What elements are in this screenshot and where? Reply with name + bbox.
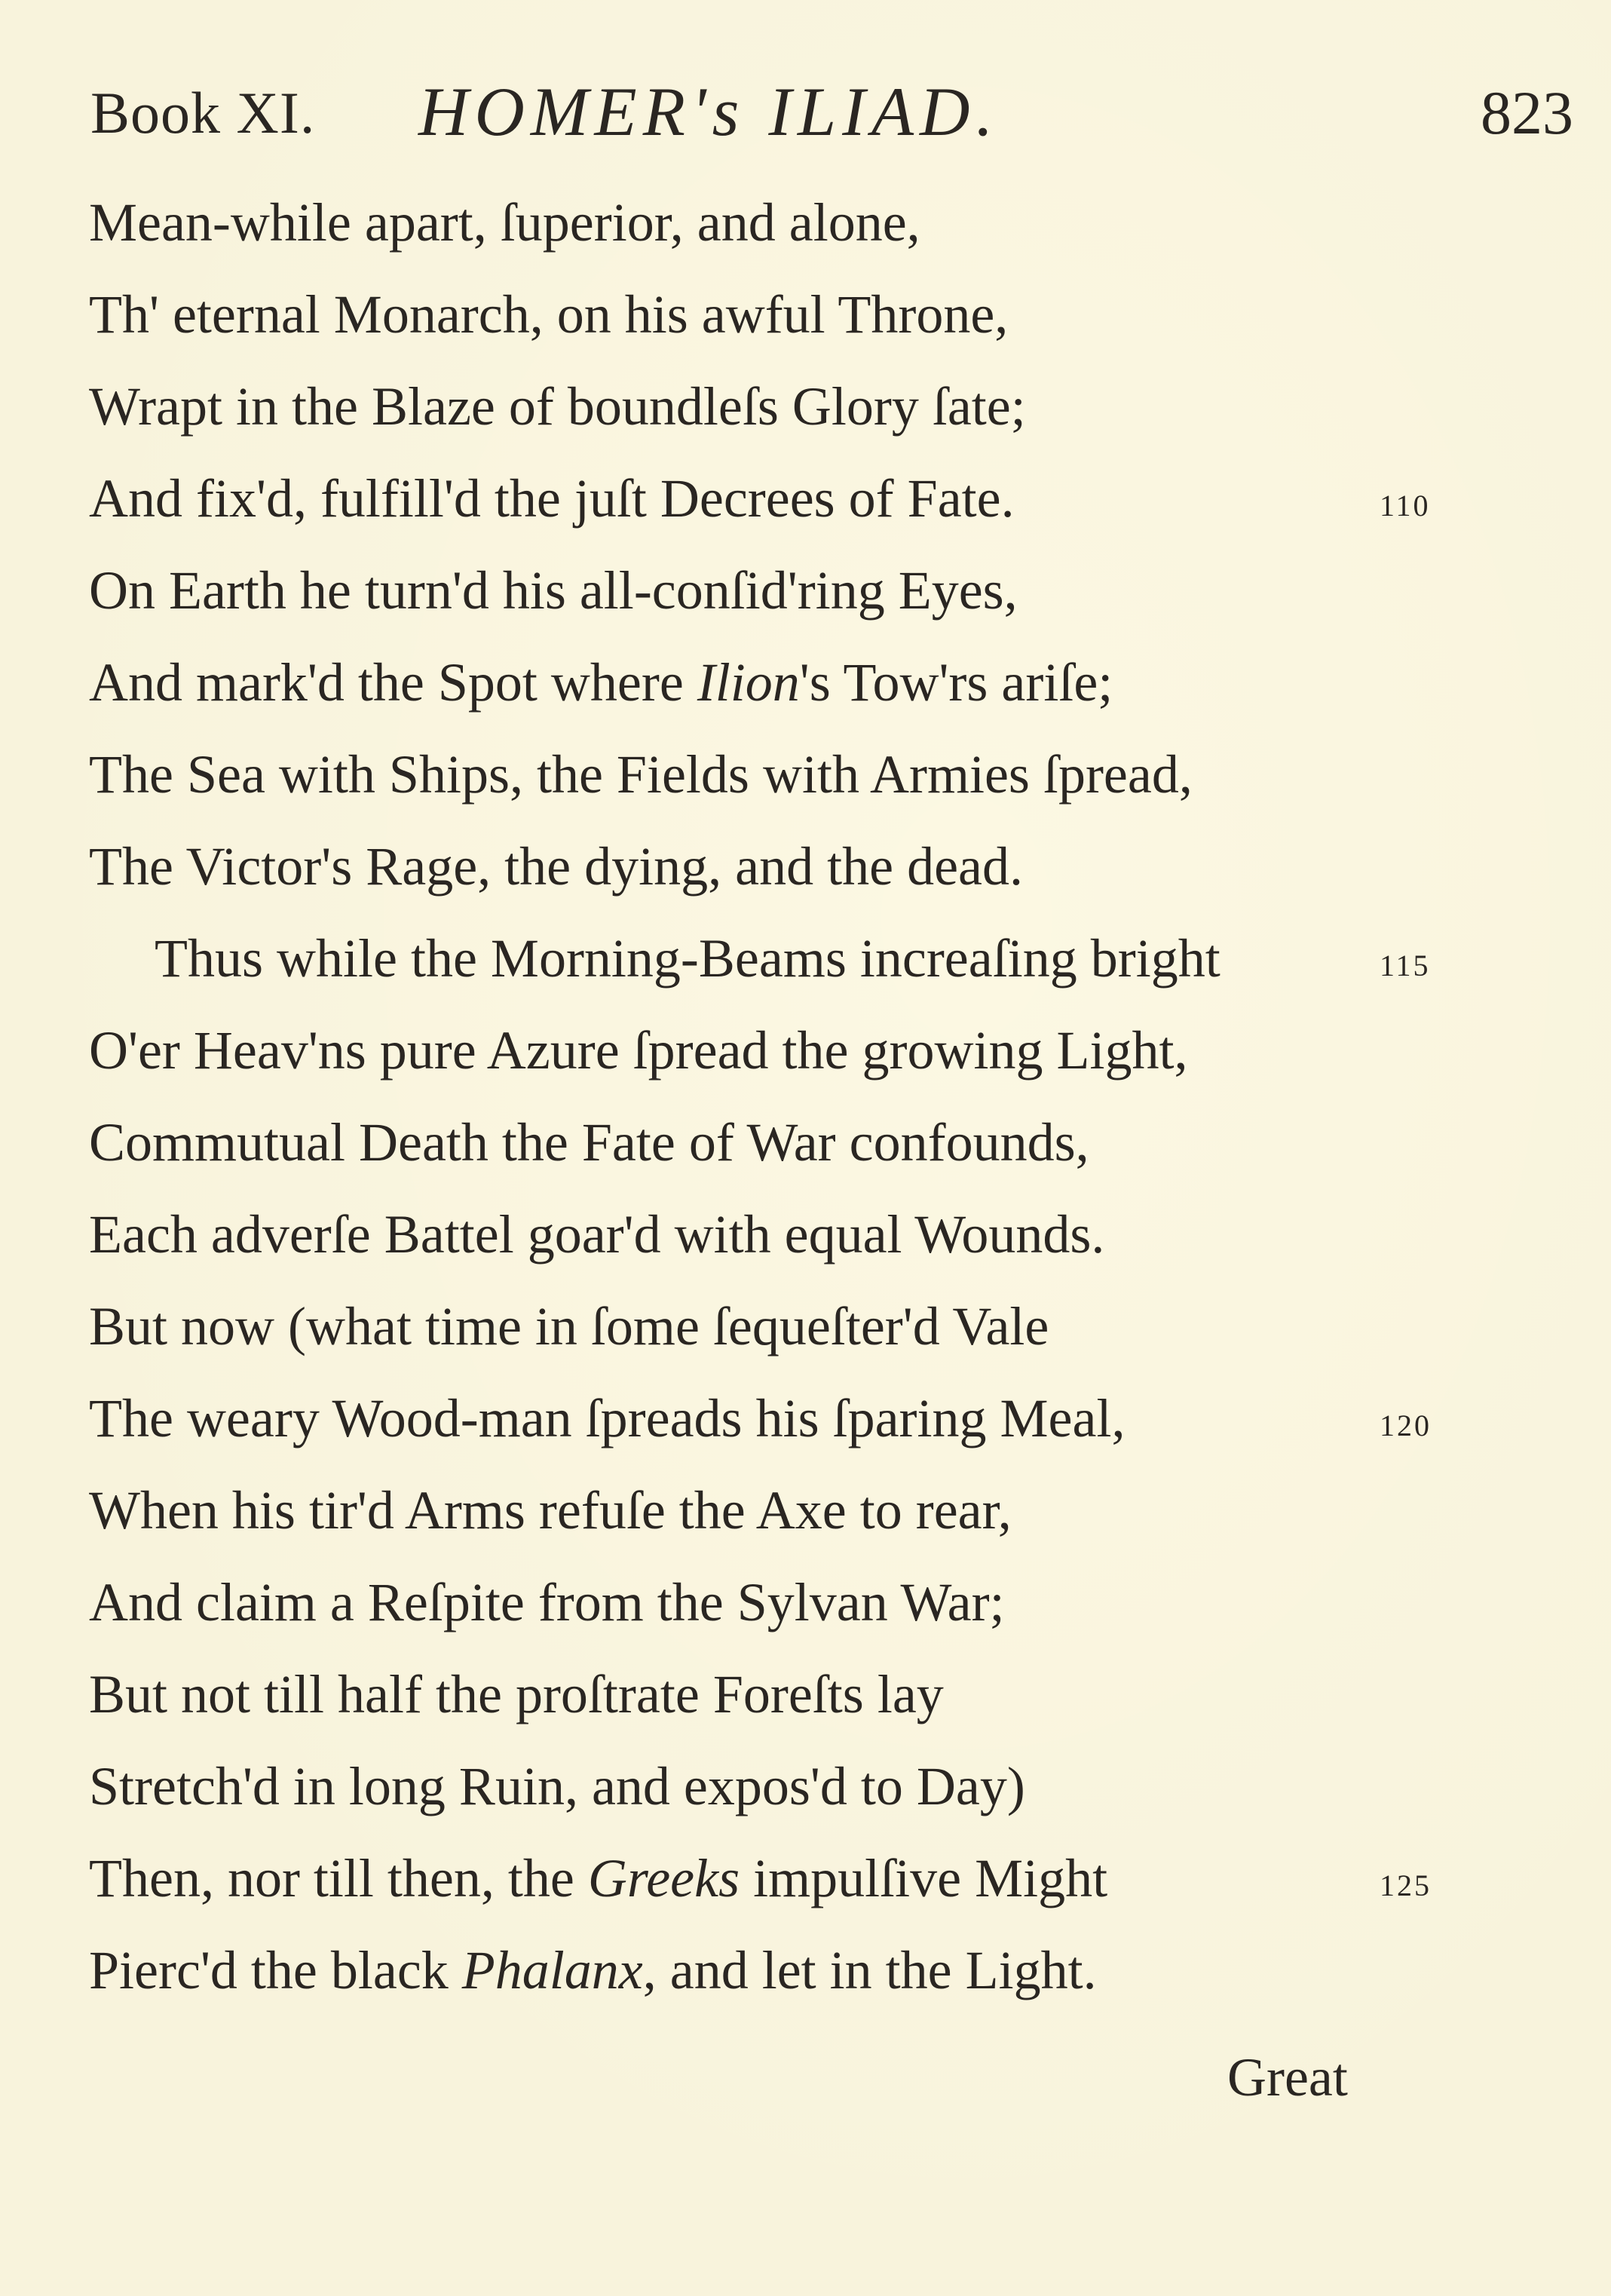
running-header xyxy=(0,72,1611,155)
verse-line-text-post: 's Tow'rs ariſe; xyxy=(799,652,1113,713)
line-number: 125 xyxy=(1380,1868,1432,1902)
verse-line-italic-name: Greeks xyxy=(587,1848,740,1908)
verse-line-text-pre: Pierc'd the black xyxy=(89,1940,462,2000)
verse-line xyxy=(0,553,1611,645)
verse-line-text: Mean-while apart, ſuperior, and alone, xyxy=(89,192,920,253)
verse-line-text: Wrapt in the Blaze of boundleſs Glory ſate; xyxy=(89,376,1026,437)
verse-line xyxy=(0,1013,1611,1105)
verse-line xyxy=(0,1749,1611,1841)
verse-line-text: The weary Wood-man ſpreads his ſparing Meal, xyxy=(89,1388,1126,1448)
verse-line xyxy=(0,1933,1611,2025)
verse-line xyxy=(0,1473,1611,1565)
verse-line xyxy=(0,277,1611,369)
verse-line xyxy=(0,737,1611,829)
verse-line xyxy=(0,1289,1611,1381)
verse-line-text: Thus while the Morning-Beams increaſing bright xyxy=(155,928,1221,989)
verse-line xyxy=(0,185,1611,277)
verse-line xyxy=(0,1105,1611,1197)
verse-line-text: When his tir'd Arms refuſe the Axe to rear, xyxy=(89,1480,1012,1540)
catchword: Great xyxy=(1227,2047,1348,2107)
verse-line xyxy=(0,369,1611,461)
verse-line-text: And fix'd, fulfill'd the juſt Decrees of Fate. xyxy=(89,468,1015,529)
verse-line-text: Th' eternal Monarch, on his awful Throne, xyxy=(89,284,1009,345)
verse-line xyxy=(0,1197,1611,1289)
verse-line-text: Commutual Death the Fate of War confounds, xyxy=(89,1112,1089,1173)
verse-line-italic-name: Ilion xyxy=(697,652,800,713)
verse-line-text-post: , and let in the Light. xyxy=(642,1940,1097,2000)
verse-line xyxy=(0,829,1611,921)
verse-line-text: Each adverſe Battel goar'd with equal Wounds. xyxy=(89,1204,1105,1264)
line-number: 115 xyxy=(1380,949,1431,982)
verse-line-text xyxy=(89,1841,1107,1916)
verse-line xyxy=(0,1565,1611,1657)
verse-line-text-post: impulſive Might xyxy=(740,1848,1108,1908)
verse-line-text: And claim a Reſpite from the Sylvan War; xyxy=(89,1572,1005,1632)
verse-line xyxy=(0,1657,1611,1749)
verse-line-text-pre: Then, nor till then, the xyxy=(89,1848,588,1908)
verse-line-text: But not till half the proſtrate Foreſts lay xyxy=(89,1664,944,1724)
line-number: 120 xyxy=(1380,1409,1432,1442)
verse-line-text-pre: And mark'd the Spot where xyxy=(89,652,697,713)
verse-block xyxy=(0,185,1611,2025)
verse-line-text: But now (what time in ſome ſequeſter'd Vale xyxy=(89,1296,1049,1356)
page-number: 823 xyxy=(1481,78,1573,147)
verse-line xyxy=(0,645,1611,737)
verse-line-italic-name: Phalanx xyxy=(461,1940,643,2000)
verse-line-text: Stretch'd in long Ruin, and expos'd to Day) xyxy=(89,1756,1025,1816)
verse-line-text xyxy=(89,645,1113,720)
verse-line-text xyxy=(89,1933,1097,2008)
verse-line xyxy=(0,921,1611,1013)
verse-line-text: The Victor's Rage, the dying, and the dead. xyxy=(89,836,1023,897)
verse-line-text: O'er Heav'ns pure Azure ſpread the growing Light, xyxy=(89,1020,1188,1081)
verse-line-text: On Earth he turn'd his all-conſid'ring Eyes, xyxy=(89,560,1018,621)
running-title: HOMER's ILIAD. xyxy=(418,73,1000,150)
verse-line xyxy=(0,1381,1611,1473)
book-label: Book XI. xyxy=(90,80,316,146)
line-number: 110 xyxy=(1380,489,1431,523)
verse-line-text: The Sea with Ships, the Fields with Armies ſpread, xyxy=(89,744,1193,805)
verse-line xyxy=(0,461,1611,553)
verse-line xyxy=(0,1841,1611,1933)
